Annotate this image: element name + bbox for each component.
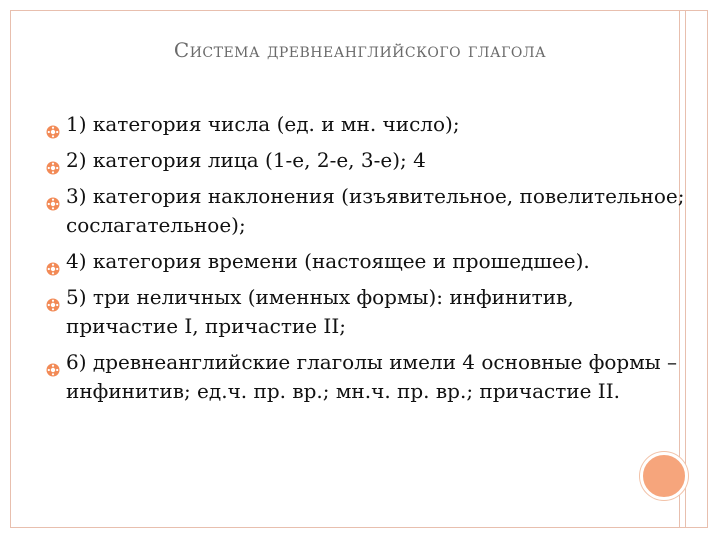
list-item-text: 2) категория лица (1-е, 2-е, 3-е); 4 (66, 148, 426, 172)
list-item (46, 182, 686, 240)
list-item-text: 1) категория числа (ед. и мн. число); (66, 112, 460, 136)
bullet-list (46, 110, 686, 413)
list-item (46, 247, 686, 276)
flower-bullet-icon (46, 190, 60, 204)
list-item-text: 3) категория наклонения (изъявительное, повелительное; сослагательное); (66, 184, 685, 237)
flower-bullet-icon (46, 154, 60, 168)
list-item (46, 110, 686, 139)
flower-bullet-icon (46, 291, 60, 305)
list-item (46, 283, 686, 341)
list-item (46, 146, 686, 175)
flower-bullet-icon (46, 118, 60, 132)
list-item (46, 348, 686, 406)
flower-bullet-icon (46, 255, 60, 269)
flower-bullet-icon (46, 356, 60, 370)
list-item-text: 6) древнеанглийские глаголы имели 4 основные формы – инфинитив; ед.ч. пр. вр.; мн.ч. пр. вр.; причастие II. (66, 350, 678, 403)
decorative-circle (640, 452, 688, 500)
list-item-text: 4) категория времени (настоящее и прошедшее). (66, 249, 590, 273)
slide-title: Система древнеанглийского глагола (173, 38, 547, 62)
list-item-text: 5) три неличных (именных формы): инфинитив, причастие I, причастие II; (66, 285, 574, 338)
